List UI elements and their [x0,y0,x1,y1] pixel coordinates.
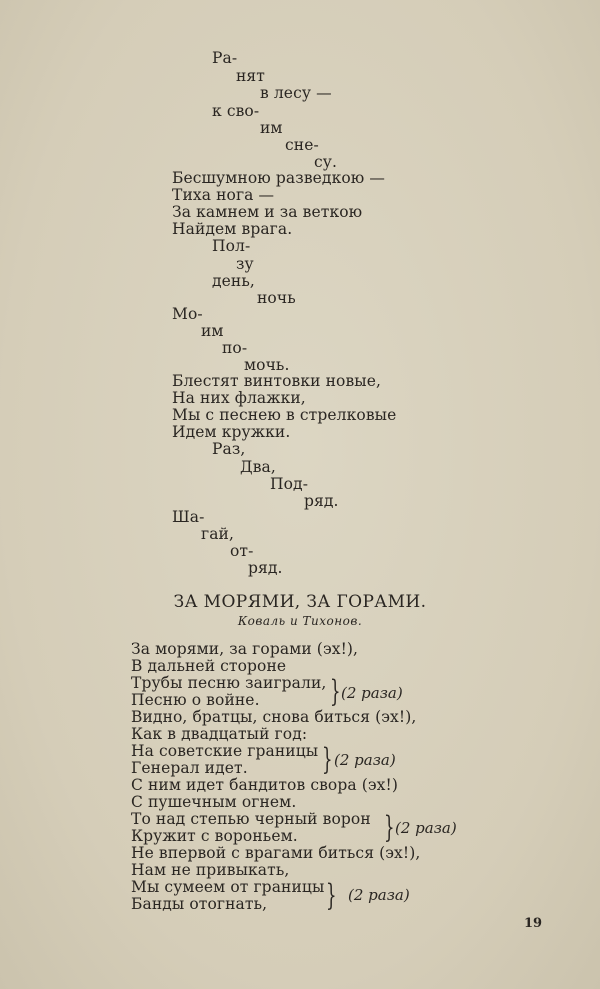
repeat-brace: } [322,742,333,777]
song-line: То над степью черный ворон [131,810,371,828]
poem-line: Ша- [172,508,205,526]
poem-line: За камнем и за веткою [172,203,363,221]
poem-line: Под- [270,475,309,493]
poem-line: им [201,322,224,340]
poem-line: зу [236,255,254,273]
poem-line: На них флажки, [172,389,306,407]
song-line: С пушечным огнем. [131,793,297,811]
poem-line: Бесшумною разведкою — [172,169,386,187]
song-line: Трубы песню заиграли, [131,674,327,692]
poem-line: Раз, [212,440,246,458]
poem-line: к сво- [212,102,260,120]
song-authors: Коваль и Тихонов. [237,614,363,628]
poem-line: сне- [285,136,319,154]
poem-line: гай, [201,525,235,543]
poem-line: Найдем врага. [172,220,293,238]
poem-line: Ра- [212,49,238,67]
poem-line: Блестят винтовки новые, [172,372,382,390]
poem-line: ночь [257,289,296,307]
poem-line: су. [314,153,338,171]
song-line: Генерал идет. [131,759,248,777]
repeat-label: (2 раза) [341,684,403,702]
poem-line: Пол- [212,237,251,255]
song-line: За морями, за горами (эх!), [131,640,359,658]
poem-line: по- [222,339,248,357]
poem-line: мочь. [244,356,290,374]
repeat-label: (2 раза) [334,751,396,769]
repeat-brace: } [384,810,395,845]
song-line: Не впервой с врагами биться (эх!), [131,844,421,862]
poem-line: ряд. [248,559,283,577]
poem-line: ряд. [304,492,339,510]
song-title: ЗА МОРЯМИ, ЗА ГОРАМИ. [173,592,427,612]
repeat-label: (2 раза) [348,886,410,904]
song-line: Нам не привыкать, [131,861,290,879]
poem-line: Мо- [172,305,203,323]
poem-line: Два, [240,458,276,476]
repeat-label: (2 раза) [395,819,457,837]
poem-line: в лесу — [260,84,332,102]
song-line: С ним идет бандитов свора (эх!) [131,776,398,794]
poem-line: Тиха нога — [172,186,275,204]
song-line: Мы сумеем от границы [131,878,325,896]
song-line: Банды отогнать, [131,895,268,913]
poem-line: им [260,119,283,137]
repeat-brace: } [326,878,337,913]
page-number: 19 [524,916,543,931]
song-line: Песню о войне. [131,691,260,709]
poem-line: Мы с песнею в стрелковые [172,406,397,424]
repeat-brace: } [330,674,341,709]
poem-line: от- [230,542,254,560]
song-line: На советские границы [131,742,319,760]
poem-line: день, [212,272,255,290]
song-line: Кружит с вороньем. [131,827,298,845]
song-line: В дальней стороне [131,657,287,675]
poem-line: нят [236,67,265,85]
song-line: Видно, братцы, снова биться (эх!), [131,708,417,726]
song-line: Как в двадцатый год: [131,725,308,743]
poem-line: Идем кружки. [172,423,291,441]
